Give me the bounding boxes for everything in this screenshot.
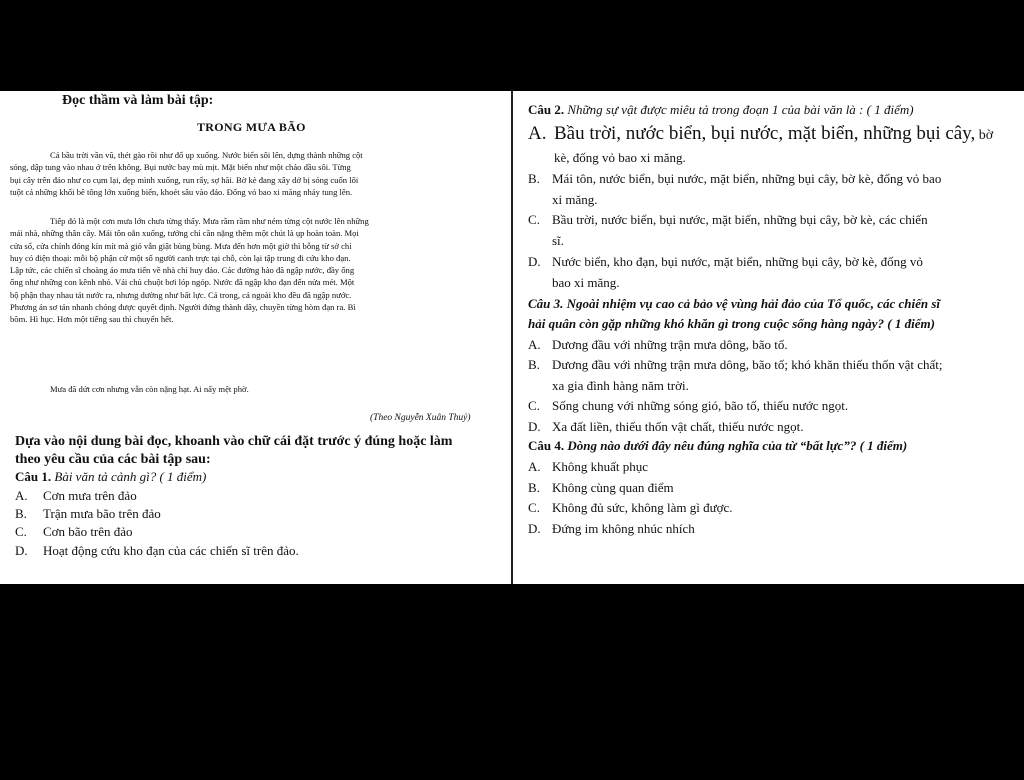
option-text: Bầu trời, nước biển, bụi nước, mặt biển, những bụi cây, xyxy=(554,123,976,144)
option-letter: A. xyxy=(528,337,541,352)
q2-option-a-line2: kè, đống vỏ bao xi măng. xyxy=(554,150,686,165)
option-letter: D. xyxy=(528,521,541,536)
paragraph-line: mái nhà, những thân cây. Mái tôn oằn xuống, tưởng chỉ cần nặng thêm một chút là ụp hoàn toàn. Mọi xyxy=(10,228,359,239)
question-2 xyxy=(528,102,914,118)
paragraph-line: cửa sổ, cửa chính đóng kín mít mà gió vẫn giật bùng bùng. Mưa đến hơn một giờ thì bỗng từ sở chỉ xyxy=(10,240,352,251)
option-letter: B. xyxy=(528,480,540,495)
q3-option-b[interactable] xyxy=(528,357,943,373)
passage-paragraph-3: Mưa đã dứt cơn nhưng vẫn còn nặng hạt. Ai nấy mệt phờ. xyxy=(50,384,249,394)
option-letter: C. xyxy=(528,212,540,227)
option-letter: C. xyxy=(15,524,27,539)
question-3 xyxy=(528,296,940,312)
source-citation: (Theo Nguyễn Xuân Thuỷ) xyxy=(370,413,471,423)
option-letter: D. xyxy=(528,419,541,434)
option-letter: A. xyxy=(15,488,28,503)
q1-option-b[interactable] xyxy=(15,506,161,522)
q2-option-b[interactable] xyxy=(528,171,941,187)
passage-title: TRONG MƯA BÃO xyxy=(197,120,306,134)
option-text: Trận mưa bão trên đảo xyxy=(43,506,161,521)
question-number: Câu 3. xyxy=(528,296,564,311)
worksheet-page xyxy=(0,91,1024,584)
q1-option-d[interactable] xyxy=(15,543,299,559)
paragraph-line: Cả bầu trời vần vũ, thét gào rồi như đổ ụp xuống. Nước biển sôi lên, dựng thành những cột xyxy=(50,150,363,160)
option-text: Không cùng quan điểm xyxy=(552,480,674,495)
q3-option-a[interactable] xyxy=(528,337,788,353)
option-letter: D. xyxy=(15,543,28,558)
question-1 xyxy=(15,469,206,485)
question-number: Câu 2. xyxy=(528,102,565,117)
option-letter: A. xyxy=(528,459,541,474)
option-text: Mái tôn, nước biển, bụi nước, mặt biển, những bụi cây, bờ kè, đống vỏ bao xyxy=(552,171,942,186)
option-letter: C. xyxy=(528,500,540,515)
option-letter: B. xyxy=(528,171,540,186)
q3-option-d[interactable] xyxy=(528,419,803,435)
option-text-tail: bờ xyxy=(975,128,994,143)
q1-option-a[interactable] xyxy=(15,488,137,504)
column-divider xyxy=(511,91,513,584)
question-text: Bài văn tả cảnh gì? ( 1 điểm) xyxy=(51,469,207,484)
q2-option-d-line2: bao xi măng. xyxy=(552,275,620,290)
paragraph-line: bộ phận thay nhau tát nước ra, nhưng dường như bất lực. Cả trong, cả ngoài kho đều đã ngập nước. xyxy=(10,289,352,300)
q3-option-c[interactable] xyxy=(528,398,848,414)
q2-option-d[interactable] xyxy=(528,254,923,270)
question-3-line2: hải quân còn gặp những khó khăn gì trong cuộc sống hàng ngày? ( 1 điểm) xyxy=(528,316,935,331)
q2-option-c-line2: sĩ. xyxy=(552,233,564,248)
option-text: Không khuất phục xyxy=(552,459,649,474)
option-letter: B. xyxy=(528,357,540,372)
paragraph-line: sóng, dập tung vào nhau ở trên không. Bụi nước bay mù mịt. Mặt biển như một chảo dầu sôi. Từng xyxy=(10,162,351,173)
instruction-line-1: Dựa vào nội dung bài đọc, khoanh vào chữ cái đặt trước ý đúng hoặc làm xyxy=(15,434,453,449)
paragraph-line: tuột cả những khối bê tông lớn xuống biển, khoét sâu vào đảo. Đống vỏ bao xi măng nhảy tung lên. xyxy=(10,186,353,197)
q4-option-b[interactable] xyxy=(528,480,674,496)
q1-option-c[interactable] xyxy=(15,524,133,540)
q4-option-c[interactable] xyxy=(528,500,733,516)
option-text: Đứng im không nhúc nhích xyxy=(552,521,695,536)
option-text: Sống chung với những sóng gió, bão tố, thiếu nước ngọt. xyxy=(552,398,849,413)
option-text: Dương đầu với những trận mưa dông, bão tố. xyxy=(552,337,788,352)
paragraph-line: Tiếp đó là một cơn mưa lớn chưa từng thấy. Mưa rầm rầm như ném từng cột nước lên những xyxy=(50,216,369,226)
option-text: Hoạt động cứu kho đạn của các chiến sĩ trên đảo. xyxy=(43,543,299,558)
passage-paragraph-2 xyxy=(10,215,369,326)
option-letter: A. xyxy=(528,123,547,144)
option-text: Cơn mưa trên đảo xyxy=(43,488,137,503)
option-letter: D. xyxy=(528,254,541,269)
paragraph-line: bụi cây trên đảo như co cụm lại, dẹp mình xuống, run rẩy, sợ hãi. Bờ kè đang xây dở bị sóng cuốn lôi xyxy=(10,174,359,185)
question-number: Câu 4. xyxy=(528,438,565,453)
option-letter: C. xyxy=(528,398,540,413)
question-text: Những sự vật được miêu tả trong đoạn 1 của bài văn là : ( 1 điểm) xyxy=(564,102,914,117)
reading-heading: Đọc thầm và làm bài tập: xyxy=(62,93,214,108)
paragraph-line: Lập tức, các chiến sĩ choàng áo mưa tiến về nhà chỉ huy đảo. Các đường hào đã ngập nước, đầy ống xyxy=(10,265,355,276)
q3-option-b-line2: xa gia đình hàng năm trời. xyxy=(552,378,689,393)
option-text: Nước biển, kho đạn, bụi nước, mặt biển, những bụi cây, bờ kè, đống vỏ xyxy=(552,254,923,269)
q2-option-a[interactable] xyxy=(528,123,993,145)
question-text: Ngoài nhiệm vụ cao cả bảo vệ vùng hải đảo của Tổ quốc, các chiến sĩ xyxy=(563,296,941,311)
paragraph-line: huy có điện thoại: mỗi bộ phận cử một số người canh trực tại chỗ, còn lại tập trung đi cứu kho đạn. xyxy=(10,252,351,263)
passage-paragraph-1 xyxy=(10,149,363,198)
option-text: Xa đất liền, thiếu thốn vật chất, thiếu nước ngọt. xyxy=(552,419,804,434)
question-text: Dòng nào dưới đây nêu đúng nghĩa của từ “bất lực”? ( 1 điểm) xyxy=(564,438,908,453)
paragraph-line: Phương án sơ tán nhanh chóng được quyết định. Người đứng thành dây, chuyền từng hòm đạn ra. Bì xyxy=(10,302,356,313)
question-4 xyxy=(528,438,907,454)
option-text: Dương đầu với những trận mưa dông, bão tố; khó khăn thiếu thốn vật chất; xyxy=(552,357,943,372)
option-letter: B. xyxy=(15,506,27,521)
q4-option-d[interactable] xyxy=(528,521,695,537)
q2-option-b-line2: xi măng. xyxy=(552,192,598,207)
option-text: Bầu trời, nước biển, bụi nước, mặt biển, những bụi cây, bờ kè, các chiến xyxy=(552,212,928,227)
question-number: Câu 1. xyxy=(15,469,52,484)
q4-option-a[interactable] xyxy=(528,459,648,475)
paragraph-line: bõm. Hì hục. Hơn một tiếng sau thì chuyển hết. xyxy=(10,314,174,325)
instruction-line-2: theo yêu cầu của các bài tập sau: xyxy=(15,452,211,467)
option-text: Không đủ sức, không làm gì được. xyxy=(552,500,733,515)
q2-option-c[interactable] xyxy=(528,212,928,228)
option-text: Cơn bão trên đảo xyxy=(43,524,133,539)
paragraph-line: ống như những con kênh nhỏ. Vải chủ chuột bơi lóp ngóp. Nước đã ngập kho đạn đến nửa mét. Một xyxy=(10,277,355,288)
